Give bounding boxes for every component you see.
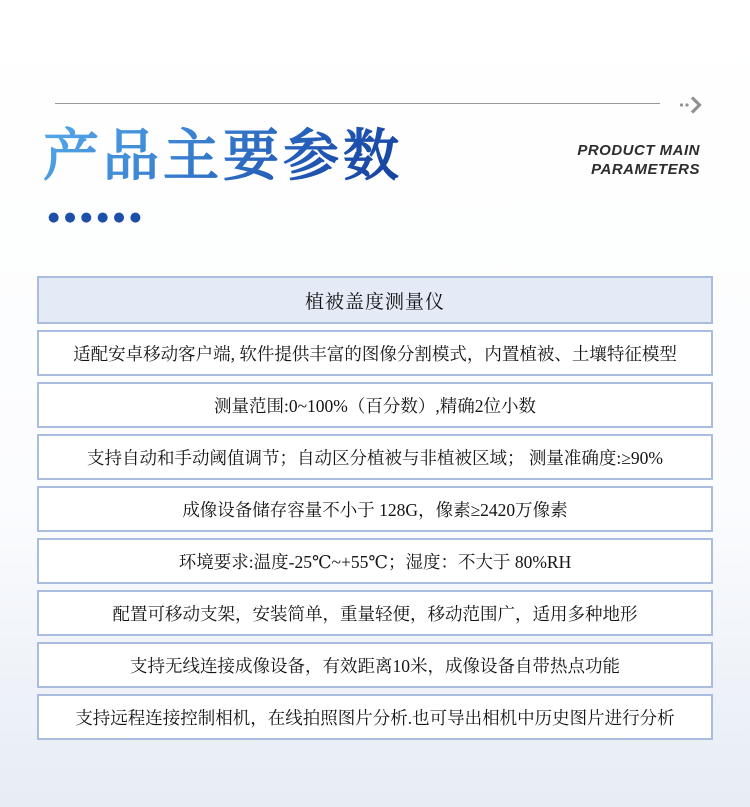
spec-table (37, 276, 713, 746)
spec-table-row: 支持自动和手动阈值调节；自动区分植被与非植被区域； 测量准确度:≥90% (37, 434, 713, 480)
spec-table-row: 支持无线连接成像设备，有效距离10米，成像设备自带热点功能 (37, 642, 713, 688)
spec-table-row: 成像设备储存容量不小于 128G，像素≥2420万像素 (37, 486, 713, 532)
spec-table-row: 支持远程连接控制相机，在线拍照图片分析.也可导出相机中历史图片进行分析 (37, 694, 713, 740)
section-title-english-line2: PARAMETERS (591, 160, 700, 178)
spec-table-header: 植被盖度测量仪 (37, 276, 713, 324)
section-title-english (577, 142, 700, 180)
spec-table-row: 适配安卓移动客户端, 软件提供丰富的图像分割模式，内置植被、土壤特征模型 (37, 330, 713, 376)
section-title: 产品主要参数 (43, 124, 403, 191)
spec-table-row: 测量范围:0~100%（百分数）,精确2位小数 (37, 382, 713, 428)
title-dots-decoration: ●●●●●● (48, 210, 147, 225)
chevron-right-with-dots-icon (678, 91, 706, 119)
spec-table-row: 环境要求:温度-25℃~+55℃；湿度：不大于 80%RH (37, 538, 713, 584)
spec-table-row: 配置可移动支架，安装简单，重量轻便，移动范围广，适用多种地形 (37, 590, 713, 636)
header-divider-line (55, 103, 660, 104)
section-title-english-line1: PRODUCT MAIN (577, 142, 700, 159)
